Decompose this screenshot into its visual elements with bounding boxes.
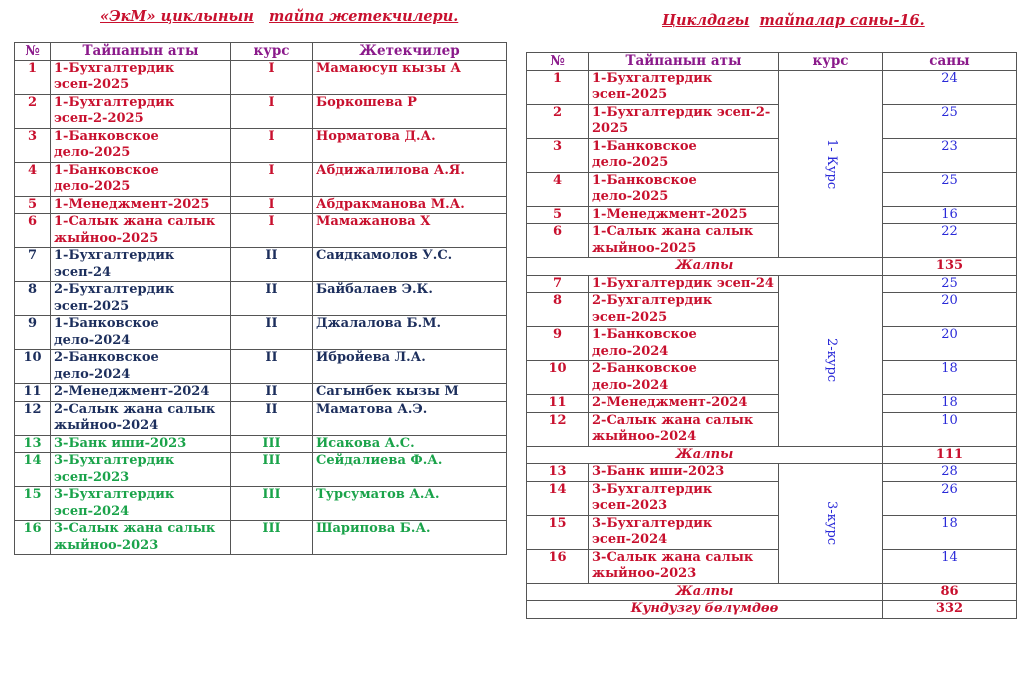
total-value: 86 (883, 583, 1017, 601)
row-number: 16 (527, 549, 589, 583)
table-row (15, 282, 507, 316)
student-count: 20 (883, 293, 1017, 327)
table-row (527, 395, 1017, 413)
row-number: 9 (527, 327, 589, 361)
course: II (231, 282, 313, 316)
group-name: 1-Банковское дело-2025 (51, 128, 231, 162)
student-count: 18 (883, 395, 1017, 413)
student-count: 16 (883, 206, 1017, 224)
table-row (15, 487, 507, 521)
leader-name: Абдижалилова А.Я. (313, 162, 507, 196)
group-name: 3-Банк иши-2023 (51, 435, 231, 453)
row-number: 15 (527, 515, 589, 549)
row-number: 13 (15, 435, 51, 453)
row-number: 11 (15, 384, 51, 402)
leader-name: Сагынбек кызы М (313, 384, 507, 402)
table-row (527, 464, 1017, 482)
course: II (231, 248, 313, 282)
row-number: 3 (15, 128, 51, 162)
table-row (15, 162, 507, 196)
row-number: 5 (15, 196, 51, 214)
row-number: 1 (15, 60, 51, 94)
header-leaders: Жетекчилер (313, 43, 507, 61)
grand-total-value: 332 (883, 601, 1017, 619)
leader-name: Ибройева Л.А. (313, 350, 507, 384)
course: II (231, 401, 313, 435)
group-name: 2-Бухгалтердик эсеп-2025 (589, 293, 779, 327)
student-count: 24 (883, 70, 1017, 104)
row-number: 13 (527, 464, 589, 482)
leader-name: Турсуматов А.А. (313, 487, 507, 521)
table-row (527, 172, 1017, 206)
leader-name: Байбалаев Э.К. (313, 282, 507, 316)
row-number: 7 (527, 275, 589, 293)
group-name: 1-Банковское дело-2025 (589, 138, 779, 172)
table-row (15, 60, 507, 94)
group-name: 1-Менеджмент-2025 (589, 206, 779, 224)
course: II (231, 350, 313, 384)
group-name: 1-Бухгалтердик эсеп-2-2025 (51, 94, 231, 128)
leaders-table (14, 42, 507, 555)
right-title (662, 12, 925, 29)
header-group-name: Тайпанын аты (589, 53, 779, 71)
header-count: саны (883, 53, 1017, 71)
row-number: 5 (527, 206, 589, 224)
row-number: 15 (15, 487, 51, 521)
left-title-part-a: «ЭкМ» циклынын (100, 8, 254, 25)
course: I (231, 214, 313, 248)
group-name: 3-Салык жана салык жыйноо-2023 (589, 549, 779, 583)
row-number: 4 (527, 172, 589, 206)
group-name: 2-Бухгалтердик эсеп-2025 (51, 282, 231, 316)
table-row (527, 70, 1017, 104)
group-name: 1-Банковское дело-2024 (589, 327, 779, 361)
group-name: 3-Бухгалтердик эсеп-2023 (51, 453, 231, 487)
leader-name: Боркошева Р (313, 94, 507, 128)
group-name: 1-Бухгалтердик эсеп-24 (589, 275, 779, 293)
table-row (527, 549, 1017, 583)
group-name: 1-Банковское дело-2025 (51, 162, 231, 196)
group-name: 1-Менеджмент-2025 (51, 196, 231, 214)
total-value: 111 (883, 446, 1017, 464)
table-row (527, 361, 1017, 395)
course: III (231, 521, 313, 555)
table-row (527, 293, 1017, 327)
group-count-table (526, 52, 1017, 619)
student-count: 10 (883, 412, 1017, 446)
student-count: 14 (883, 549, 1017, 583)
group-name: 3-Салык жана салык жыйноо-2023 (51, 521, 231, 555)
student-count: 20 (883, 327, 1017, 361)
student-count: 28 (883, 464, 1017, 482)
table-row (527, 224, 1017, 258)
row-number: 4 (15, 162, 51, 196)
course: I (231, 162, 313, 196)
right-title-part-a: Циклдагы (662, 12, 750, 29)
group-name: 1-Бухгалтердик эсеп-2-2025 (589, 104, 779, 138)
table-row (15, 316, 507, 350)
grand-total-row (527, 601, 1017, 619)
course: III (231, 435, 313, 453)
course: I (231, 60, 313, 94)
student-count: 18 (883, 361, 1017, 395)
group-name: 2-Салык жана салык жыйноо-2024 (51, 401, 231, 435)
header-course: курс (231, 43, 313, 61)
group-name: 1-Бухгалтердик эсеп-2025 (51, 60, 231, 94)
student-count: 23 (883, 138, 1017, 172)
table-row (15, 384, 507, 402)
table-row (15, 214, 507, 248)
table-row (527, 275, 1017, 293)
table-row (527, 138, 1017, 172)
row-number: 14 (527, 481, 589, 515)
row-number: 1 (527, 70, 589, 104)
group-name: 2-Менеджмент-2024 (589, 395, 779, 413)
table-row (15, 453, 507, 487)
row-number: 11 (527, 395, 589, 413)
row-number: 16 (15, 521, 51, 555)
row-number: 7 (15, 248, 51, 282)
header-number: № (527, 53, 589, 71)
table-row (527, 481, 1017, 515)
student-count: 25 (883, 275, 1017, 293)
course-label: 2-курс (779, 275, 883, 446)
leader-name: Абдракманова М.А. (313, 196, 507, 214)
leaders-table-header (15, 43, 507, 61)
table-row (15, 521, 507, 555)
leader-name: Норматова Д.А. (313, 128, 507, 162)
leader-name: Маматова А.Э. (313, 401, 507, 435)
total-label: Жалпы (527, 446, 883, 464)
left-title-part-b: тайпа жетекчилери. (269, 8, 459, 25)
group-name: 1-Салык жана салык жыйноо-2025 (589, 224, 779, 258)
total-row (527, 446, 1017, 464)
course-label: 1- Курс (779, 70, 883, 258)
group-name: 1-Бухгалтердик эсеп-2025 (589, 70, 779, 104)
course: III (231, 453, 313, 487)
leader-name: Мамажанова Х (313, 214, 507, 248)
row-number: 10 (527, 361, 589, 395)
student-count: 18 (883, 515, 1017, 549)
row-number: 6 (15, 214, 51, 248)
course: II (231, 384, 313, 402)
group-name: 1-Банковское дело-2024 (51, 316, 231, 350)
group-name: 1-Бухгалтердик эсеп-24 (51, 248, 231, 282)
student-count: 22 (883, 224, 1017, 258)
course-label: 3-курс (779, 464, 883, 584)
header-number: № (15, 43, 51, 61)
table-row (527, 412, 1017, 446)
table-row (527, 515, 1017, 549)
table-row (527, 104, 1017, 138)
group-name: 1-Банковское дело-2025 (589, 172, 779, 206)
course: III (231, 487, 313, 521)
group-name: 2-Салык жана салык жыйноо-2024 (589, 412, 779, 446)
row-number: 2 (15, 94, 51, 128)
table-row (527, 327, 1017, 361)
row-number: 12 (527, 412, 589, 446)
student-count: 25 (883, 172, 1017, 206)
row-number: 8 (15, 282, 51, 316)
group-name: 2-Банковское дело-2024 (589, 361, 779, 395)
total-value: 135 (883, 258, 1017, 276)
header-course: курс (779, 53, 883, 71)
left-title (100, 8, 458, 25)
leader-name: Сейдалиева Ф.А. (313, 453, 507, 487)
leader-name: Саидкамолов У.С. (313, 248, 507, 282)
course: I (231, 196, 313, 214)
grand-total-label: Кундузгу бөлүмдөө (527, 601, 883, 619)
group-count-table-header (527, 53, 1017, 71)
row-number: 3 (527, 138, 589, 172)
table-row (527, 206, 1017, 224)
leader-name: Шарипова Б.А. (313, 521, 507, 555)
total-row (527, 583, 1017, 601)
row-number: 12 (15, 401, 51, 435)
course: I (231, 128, 313, 162)
row-number: 2 (527, 104, 589, 138)
table-row (15, 196, 507, 214)
course: II (231, 316, 313, 350)
course: I (231, 94, 313, 128)
group-name: 3-Бухгалтердик эсеп-2023 (589, 481, 779, 515)
group-name: 2-Менеджмент-2024 (51, 384, 231, 402)
leader-name: Джалалова Б.М. (313, 316, 507, 350)
group-name: 1-Салык жана салык жыйноо-2025 (51, 214, 231, 248)
row-number: 10 (15, 350, 51, 384)
table-row (15, 435, 507, 453)
total-label: Жалпы (527, 258, 883, 276)
row-number: 8 (527, 293, 589, 327)
leader-name: Исакова А.С. (313, 435, 507, 453)
group-name: 3-Бухгалтердик эсеп-2024 (51, 487, 231, 521)
row-number: 6 (527, 224, 589, 258)
table-row (15, 350, 507, 384)
table-row (15, 94, 507, 128)
row-number: 14 (15, 453, 51, 487)
student-count: 25 (883, 104, 1017, 138)
leader-name: Мамаюсуп кызы А (313, 60, 507, 94)
total-label: Жалпы (527, 583, 883, 601)
header-group-name: Тайпанын аты (51, 43, 231, 61)
group-name: 3-Бухгалтердик эсеп-2024 (589, 515, 779, 549)
row-number: 9 (15, 316, 51, 350)
right-title-part-b: тайпалар саны-16. (759, 12, 925, 29)
table-row (15, 248, 507, 282)
group-name: 2-Банковское дело-2024 (51, 350, 231, 384)
table-row (15, 401, 507, 435)
student-count: 26 (883, 481, 1017, 515)
table-row (15, 128, 507, 162)
group-name: 3-Банк иши-2023 (589, 464, 779, 482)
total-row (527, 258, 1017, 276)
